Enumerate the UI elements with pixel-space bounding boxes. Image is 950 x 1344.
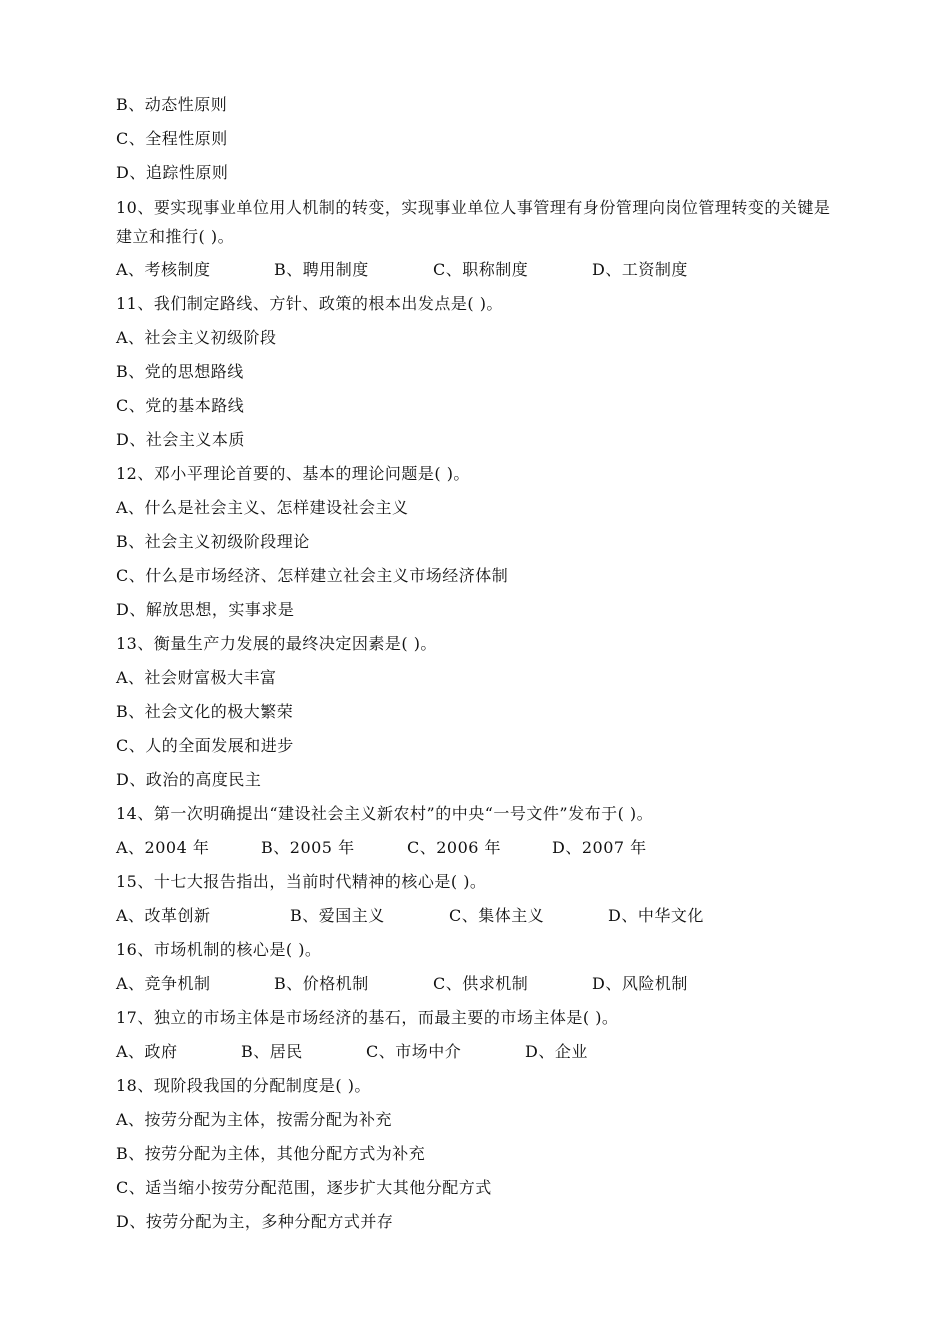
q9-option-d: D、追踪性原则 [116, 163, 229, 182]
q16-option-c: C、供求机制 [433, 974, 529, 993]
q12-option-c: C、什么是市场经济、怎样建立社会主义市场经济体制 [116, 566, 509, 585]
q15-question: 15、十七大报告指出，当前时代精神的核心是( )。 [116, 872, 487, 891]
q10-option-a: A、考核制度 [116, 260, 211, 279]
q10-option-b: B、聘用制度 [274, 260, 369, 279]
q15-option-c: C、集体主义 [449, 906, 545, 925]
q18-option-c: C、适当缩小按劳分配范围，逐步扩大其他分配方式 [116, 1178, 492, 1197]
q17-question: 17、独立的市场主体是市场经济的基石，而最主要的市场主体是( )。 [116, 1008, 619, 1027]
q11-question: 11、我们制定路线、方针、政策的根本出发点是( )。 [116, 294, 503, 313]
q15-option-a: A、改革创新 [116, 906, 211, 925]
q18-option-b: B、按劳分配为主体，其他分配方式为补充 [116, 1144, 426, 1163]
q13-option-c: C、人的全面发展和进步 [116, 736, 294, 755]
q9-option-c: C、全程性原则 [116, 129, 228, 148]
q17-option-c: C、市场中介 [366, 1042, 462, 1061]
q12-option-d: D、解放思想，实事求是 [116, 600, 295, 619]
q14-question: 14、第一次明确提出“建设社会主义新农村”的中央“一号文件”发布于( )。 [116, 804, 654, 823]
q17-option-d: D、企业 [525, 1042, 588, 1061]
q14-option-d: D、2007 年 [552, 838, 647, 857]
q16-question: 16、市场机制的核心是( )。 [116, 940, 322, 959]
q11-option-c: C、党的基本路线 [116, 396, 245, 415]
q14-option-c: C、2006 年 [407, 838, 502, 857]
q18-option-a: A、按劳分配为主体，按需分配为补充 [116, 1110, 393, 1129]
q18-question: 18、现阶段我国的分配制度是( )。 [116, 1076, 371, 1095]
q9-option-b: B、动态性原则 [116, 95, 228, 114]
q12-option-b: B、社会主义初级阶段理论 [116, 532, 310, 551]
q11-option-a: A、社会主义初级阶段 [116, 328, 277, 347]
q13-option-d: D、政治的高度民主 [116, 770, 262, 789]
q12-question: 12、邓小平理论首要的、基本的理论问题是( )。 [116, 464, 470, 483]
q15-option-d: D、中华文化 [608, 906, 704, 925]
q16-option-d: D、风险机制 [592, 974, 688, 993]
q17-option-b: B、居民 [241, 1042, 303, 1061]
q12-option-a: A、什么是社会主义、怎样建设社会主义 [116, 498, 409, 517]
q10-option-d: D、工资制度 [592, 260, 688, 279]
q13-question: 13、衡量生产力发展的最终决定因素是( )。 [116, 634, 437, 653]
q10-option-c: C、职称制度 [433, 260, 529, 279]
q13-option-b: B、社会文化的极大繁荣 [116, 702, 294, 721]
q14-option-a: A、2004 年 [116, 838, 210, 857]
q16-option-b: B、价格机制 [274, 974, 369, 993]
q15-option-b: B、爱国主义 [290, 906, 385, 925]
q18-option-d: D、按劳分配为主，多种分配方式并存 [116, 1212, 394, 1231]
q14-option-b: B、2005 年 [261, 838, 355, 857]
q13-option-a: A、社会财富极大丰富 [116, 668, 277, 687]
q10-question-line1: 10、要实现事业单位用人机制的转变，实现事业单位人事管理有身份管理向岗位管理转变的关键是 [116, 198, 831, 217]
q16-option-a: A、竞争机制 [116, 974, 211, 993]
q17-option-a: A、政府 [116, 1042, 178, 1061]
q11-option-d: D、社会主义本质 [116, 430, 245, 449]
q11-option-b: B、党的思想路线 [116, 362, 244, 381]
q10-question-line2: 建立和推行( )。 [116, 227, 235, 246]
